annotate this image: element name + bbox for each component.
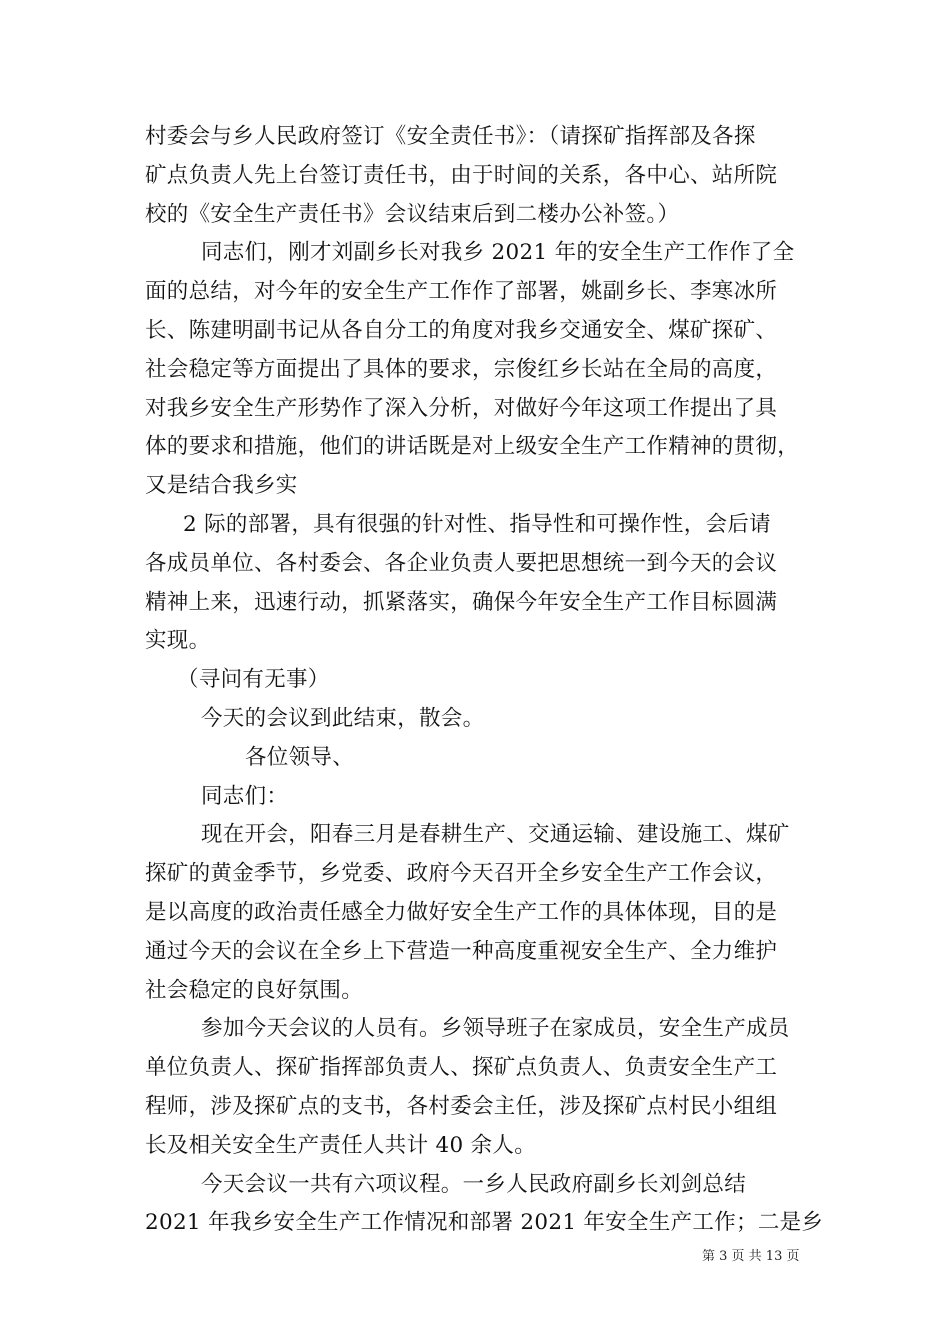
text-line: 各成员单位、各村委会、各企业负责人要把思想统一到今天的会议 (145, 550, 778, 576)
text-line: 通过今天的会议在全乡上下营造一种高度重视安全生产、全力维护 (145, 938, 778, 964)
text-line: 面的总结，对今年的安全生产工作作了部署，姚副乡长、李寒冰所 (145, 279, 778, 305)
text-line: 长、陈建明副书记从各自分工的角度对我乡交通安全、煤矿探矿、 (145, 317, 778, 343)
text-line: 现在开会，阳春三月是春耕生产、交通运输、建设施工、煤矿 (201, 822, 790, 848)
document-body (145, 118, 824, 1243)
text-line: 同志们： (201, 783, 289, 809)
text-line: 精神上来，迅速行动，抓紧落实，确保今年安全生产工作目标圆满 (145, 589, 778, 615)
text-line: 同志们，刚才刘副乡长对我乡 2021 年的安全生产工作作了全 (201, 240, 795, 266)
page-number: 第 3 页 共 13 页 (702, 1249, 800, 1264)
text-line: 社会稳定等方面提出了具体的要求，宗俊红乡长站在全局的高度， (145, 356, 778, 382)
text-line: 今天会议一共有六项议程。一乡人民政府副乡长刘剑总结 (201, 1171, 747, 1197)
text-line: 对我乡安全生产形势作了深入分析，对做好今年这项工作提出了具 (145, 395, 778, 421)
text-line: （寻问有无事） (177, 667, 330, 693)
text-line: 是以高度的政治责任感全力做好安全生产工作的具体体现，目的是 (145, 899, 778, 925)
text-line: 今天的会议到此结束，散会。 (201, 705, 485, 731)
text-line: 体的要求和措施，他们的讲话既是对上级安全生产工作精神的贯彻， (145, 434, 800, 460)
text-line: 校的《安全生产责任书》会议结束后到二楼办公补签。） (145, 201, 680, 227)
text-line: 长及相关安全生产责任人共计 40 余人。 (145, 1132, 537, 1158)
text-line: 2 际的部署，具有很强的针对性、指导性和可操作性，会后请 (183, 511, 771, 537)
text-line: 各位领导、 (245, 744, 355, 770)
text-line: 2021 年我乡安全生产工作情况和部署 2021 年安全生产工作；二是乡 (145, 1210, 824, 1236)
text-line: 程师，涉及探矿点的支书，各村委会主任，涉及探矿点村民小组组 (145, 1093, 778, 1119)
text-line: 单位负责人、探矿指挥部负责人、探矿点负责人、负责安全生产工 (145, 1055, 778, 1081)
text-line: 又是结合我乡实 (145, 473, 298, 499)
text-line: 矿点负责人先上台签订责任书，由于时间的关系，各中心、站所院 (145, 162, 778, 188)
text-line: 社会稳定的良好氛围。 (145, 977, 364, 1003)
text-line: 村委会与乡人民政府签订《安全责任书》：（请探矿指挥部及各探 (145, 124, 756, 149)
text-line: 探矿的黄金季节，乡党委、政府今天召开全乡安全生产工作会议， (145, 861, 778, 887)
text-line: 参加今天会议的人员有。乡领导班子在家成员，安全生产成员 (201, 1016, 790, 1042)
text-line: 实现。 (145, 628, 211, 654)
